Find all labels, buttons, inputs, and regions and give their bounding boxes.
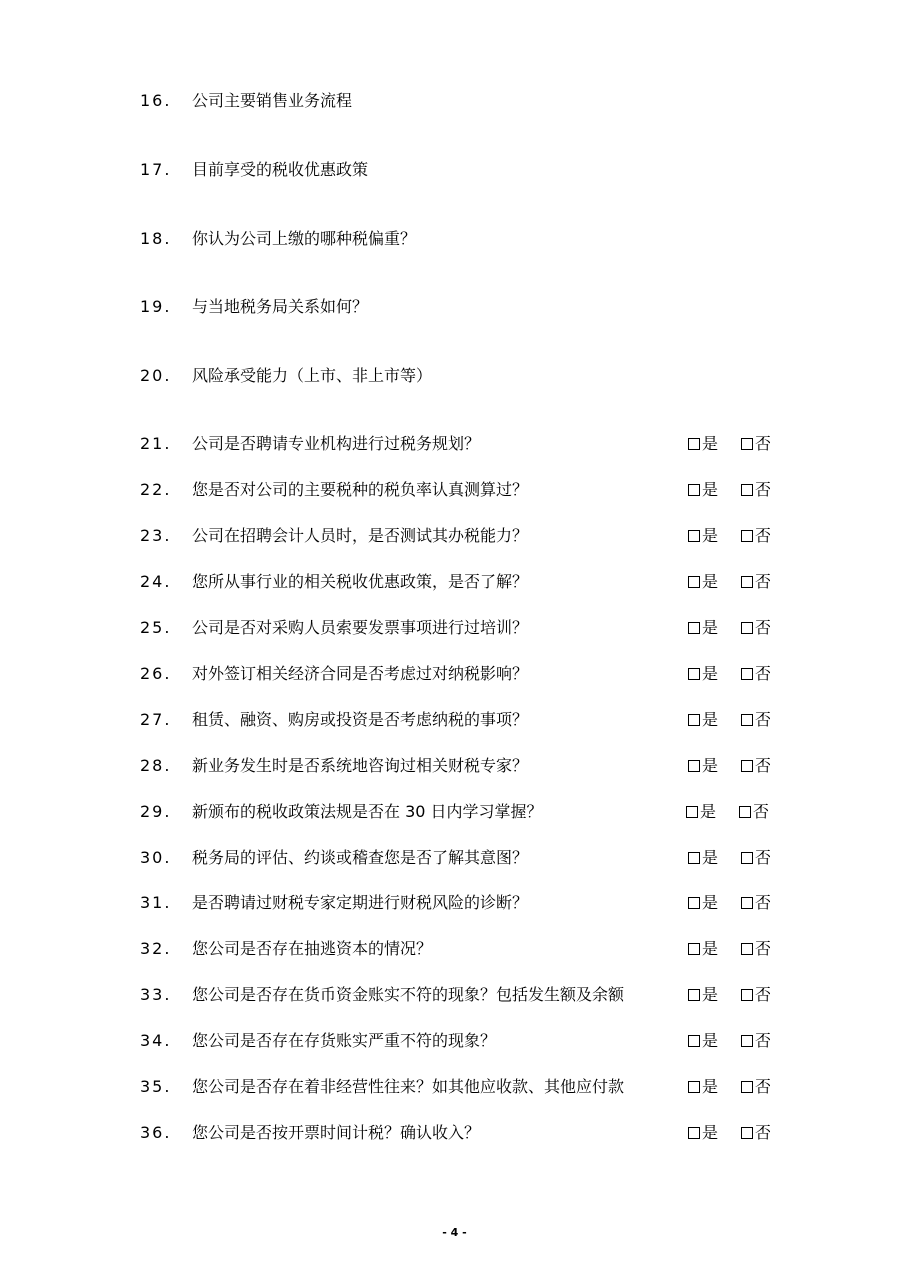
question-26 xyxy=(140,662,528,686)
question-text: 新业务发生时是否系统地咨询过相关财税专家？ xyxy=(192,756,529,775)
no-checkbox[interactable] xyxy=(741,616,771,640)
yes-checkbox[interactable] xyxy=(688,1029,718,1053)
question-number: 29. xyxy=(140,802,172,821)
question-number: 34. xyxy=(140,1031,172,1050)
question-27 xyxy=(140,708,528,732)
question-number: 16. xyxy=(140,91,172,110)
question-number: 19. xyxy=(140,297,172,316)
checkbox-icon xyxy=(739,806,751,818)
no-label: 否 xyxy=(753,802,770,821)
question-text: 您公司是否存在存货账实严重不符的现象？ xyxy=(192,1031,497,1050)
no-label: 否 xyxy=(755,1123,772,1142)
yes-label: 是 xyxy=(702,480,719,499)
no-label: 否 xyxy=(755,893,772,912)
question-text: 租赁、融资、购房或投资是否考虑纳税的事项？ xyxy=(192,710,529,729)
question-31 xyxy=(140,891,528,915)
no-checkbox[interactable] xyxy=(741,754,771,778)
yes-label: 是 xyxy=(702,893,719,912)
question-number: 28. xyxy=(140,756,172,775)
question-19 xyxy=(140,295,368,319)
checkbox-icon xyxy=(688,622,700,634)
no-checkbox[interactable] xyxy=(741,478,771,502)
question-text: 您是否对公司的主要税种的税负率认真测算过？ xyxy=(192,480,529,499)
yes-label: 是 xyxy=(702,1077,719,1096)
question-number: 36. xyxy=(140,1123,172,1142)
no-checkbox[interactable] xyxy=(741,432,771,456)
checkbox-icon xyxy=(741,622,753,634)
checkbox-icon xyxy=(741,576,753,588)
question-text: 目前享受的税收优惠政策 xyxy=(192,160,369,179)
no-checkbox[interactable] xyxy=(741,570,771,594)
question-16 xyxy=(140,89,352,113)
no-label: 否 xyxy=(755,480,772,499)
question-text: 公司是否对采购人员索要发票事项进行过培训？ xyxy=(192,618,529,637)
yes-checkbox[interactable] xyxy=(688,1121,718,1145)
question-text: 您公司是否存在货币资金账实不符的现象？包括发生额及余额 xyxy=(192,985,625,1004)
yes-checkbox[interactable] xyxy=(688,662,718,686)
checkbox-icon xyxy=(741,897,753,909)
checkbox-icon xyxy=(741,714,753,726)
checkbox-icon xyxy=(741,943,753,955)
question-number: 27. xyxy=(140,710,172,729)
yes-checkbox[interactable] xyxy=(688,846,718,870)
no-label: 否 xyxy=(755,434,772,453)
yes-checkbox[interactable] xyxy=(688,754,718,778)
question-number: 26. xyxy=(140,664,172,683)
yes-checkbox[interactable] xyxy=(688,891,718,915)
no-label: 否 xyxy=(755,1077,772,1096)
question-text: 风险承受能力（上市、非上市等） xyxy=(192,366,433,385)
question-number: 23. xyxy=(140,526,172,545)
question-text: 您所从事行业的相关税收优惠政策，是否了解？ xyxy=(192,572,529,591)
no-checkbox[interactable] xyxy=(741,983,771,1007)
yes-checkbox[interactable] xyxy=(688,1075,718,1099)
question-text: 公司在招聘会计人员时，是否测试其办税能力？ xyxy=(192,526,529,545)
checkbox-icon xyxy=(688,989,700,1001)
checkbox-icon xyxy=(741,760,753,772)
yes-label: 是 xyxy=(702,664,719,683)
yes-label: 是 xyxy=(702,618,719,637)
checkbox-icon xyxy=(688,484,700,496)
yes-checkbox[interactable] xyxy=(688,570,718,594)
yes-checkbox[interactable] xyxy=(688,983,718,1007)
yes-label: 是 xyxy=(702,1123,719,1142)
checkbox-icon xyxy=(741,1081,753,1093)
question-28 xyxy=(140,754,528,778)
question-30 xyxy=(140,846,528,870)
checkbox-icon xyxy=(688,530,700,542)
page-number: - 4 - xyxy=(442,1226,467,1239)
yes-label: 是 xyxy=(702,939,719,958)
question-text: 公司主要销售业务流程 xyxy=(192,91,353,110)
no-checkbox[interactable] xyxy=(741,846,771,870)
no-label: 否 xyxy=(755,1031,772,1050)
yes-checkbox[interactable] xyxy=(688,708,718,732)
checkbox-icon xyxy=(741,1127,753,1139)
yes-label: 是 xyxy=(702,526,719,545)
yes-checkbox[interactable] xyxy=(688,616,718,640)
no-label: 否 xyxy=(755,572,772,591)
question-text: 是否聘请过财税专家定期进行财税风险的诊断？ xyxy=(192,893,529,912)
question-34 xyxy=(140,1029,496,1053)
question-number: 22. xyxy=(140,480,172,499)
question-number: 20. xyxy=(140,366,172,385)
question-32 xyxy=(140,937,432,961)
question-29 xyxy=(140,800,543,824)
yes-label: 是 xyxy=(702,572,719,591)
checkbox-icon xyxy=(741,438,753,450)
yes-label: 是 xyxy=(702,848,719,867)
checkbox-icon xyxy=(741,989,753,1001)
checkbox-icon xyxy=(688,1035,700,1047)
question-text: 对外签订相关经济合同是否考虑过对纳税影响？ xyxy=(192,664,529,683)
yes-label: 是 xyxy=(702,985,719,1004)
checkbox-icon xyxy=(688,714,700,726)
no-checkbox[interactable] xyxy=(741,1075,771,1099)
checkbox-icon xyxy=(741,668,753,680)
checkbox-icon xyxy=(688,438,700,450)
question-number: 33. xyxy=(140,985,172,1004)
question-text: 税务局的评估、约谈或稽查您是否了解其意图？ xyxy=(192,848,529,867)
question-36 xyxy=(140,1121,480,1145)
checkbox-icon xyxy=(741,530,753,542)
no-label: 否 xyxy=(755,985,772,1004)
no-label: 否 xyxy=(755,526,772,545)
question-21 xyxy=(140,432,480,456)
question-number: 32. xyxy=(140,939,172,958)
question-35 xyxy=(140,1075,624,1099)
checkbox-icon xyxy=(688,1127,700,1139)
no-checkbox[interactable] xyxy=(739,800,769,824)
checkbox-icon xyxy=(688,760,700,772)
question-25 xyxy=(140,616,528,640)
no-label: 否 xyxy=(755,756,772,775)
checkbox-icon xyxy=(741,484,753,496)
question-text: 你认为公司上缴的哪种税偏重？ xyxy=(192,229,417,248)
question-text: 新颁布的税收政策法规是否在 30 日内学习掌握？ xyxy=(192,802,543,821)
no-label: 否 xyxy=(755,710,772,729)
yes-checkbox[interactable] xyxy=(688,937,718,961)
no-checkbox[interactable] xyxy=(741,891,771,915)
question-number: 25. xyxy=(140,618,172,637)
checkbox-icon xyxy=(688,852,700,864)
checkbox-icon xyxy=(688,943,700,955)
checkbox-icon xyxy=(688,897,700,909)
no-checkbox[interactable] xyxy=(741,1121,771,1145)
question-18 xyxy=(140,227,416,251)
yes-checkbox[interactable] xyxy=(688,478,718,502)
yes-label: 是 xyxy=(702,756,719,775)
no-checkbox[interactable] xyxy=(741,662,771,686)
question-text: 公司是否聘请专业机构进行过税务规划？ xyxy=(192,434,481,453)
no-checkbox[interactable] xyxy=(741,1029,771,1053)
no-checkbox[interactable] xyxy=(741,708,771,732)
question-number: 35. xyxy=(140,1077,172,1096)
checkbox-icon xyxy=(686,806,698,818)
question-number: 30. xyxy=(140,848,172,867)
yes-checkbox[interactable] xyxy=(688,432,718,456)
checkbox-icon xyxy=(688,576,700,588)
yes-label: 是 xyxy=(700,802,717,821)
question-number: 24. xyxy=(140,572,172,591)
question-number: 18. xyxy=(140,229,172,248)
question-23 xyxy=(140,524,528,548)
no-checkbox[interactable] xyxy=(741,937,771,961)
no-label: 否 xyxy=(755,664,772,683)
question-number: 21. xyxy=(140,434,172,453)
no-label: 否 xyxy=(755,618,772,637)
checkbox-icon xyxy=(741,852,753,864)
question-text: 与当地税务局关系如何？ xyxy=(192,297,369,316)
checkbox-icon xyxy=(688,668,700,680)
question-text: 您公司是否存在着非经营性往来？如其他应收款、其他应付款 xyxy=(192,1077,625,1096)
checkbox-icon xyxy=(741,1035,753,1047)
no-label: 否 xyxy=(755,848,772,867)
question-24 xyxy=(140,570,528,594)
question-number: 31. xyxy=(140,893,172,912)
question-17 xyxy=(140,158,368,182)
no-checkbox[interactable] xyxy=(741,524,771,548)
yes-label: 是 xyxy=(702,434,719,453)
no-label: 否 xyxy=(755,939,772,958)
question-20 xyxy=(140,364,432,388)
question-33 xyxy=(140,983,624,1007)
yes-label: 是 xyxy=(702,1031,719,1050)
question-22 xyxy=(140,478,528,502)
question-text: 您公司是否存在抽逃资本的情况？ xyxy=(192,939,433,958)
yes-checkbox[interactable] xyxy=(688,524,718,548)
question-text: 您公司是否按开票时间计税？确认收入？ xyxy=(192,1123,481,1142)
yes-label: 是 xyxy=(702,710,719,729)
yes-checkbox[interactable] xyxy=(686,800,716,824)
question-number: 17. xyxy=(140,160,172,179)
checkbox-icon xyxy=(688,1081,700,1093)
